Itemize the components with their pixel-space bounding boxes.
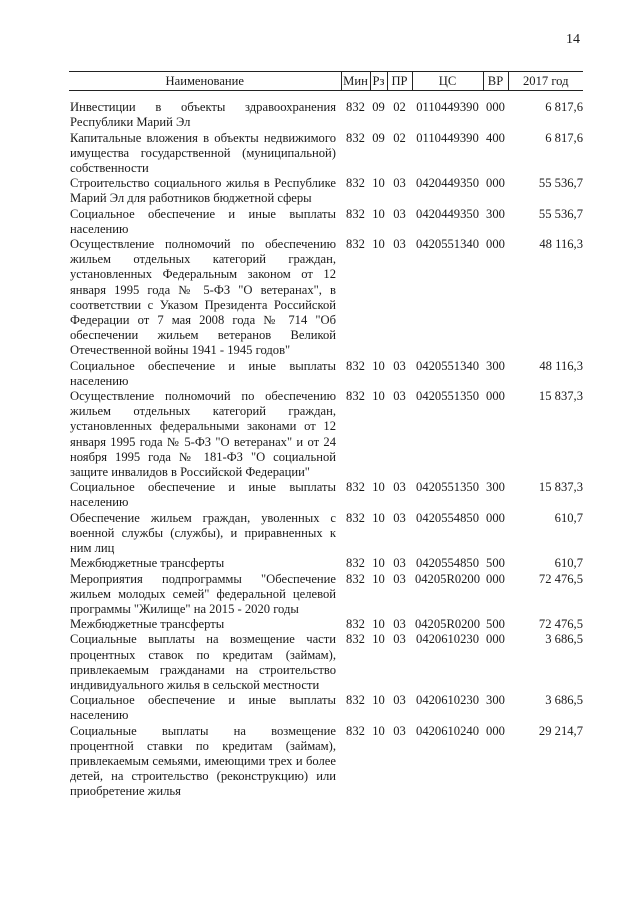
row-vr: 000 [486,723,505,738]
row-rz: 10 [372,237,385,252]
row-pr: 03 [393,389,406,404]
row-min: 832 [346,571,365,586]
row-pr: 03 [393,510,406,525]
row-vr: 000 [486,100,505,115]
row-rz: 09 [372,100,385,115]
row-vr: 000 [486,632,505,647]
table-row [69,176,583,206]
row-min: 832 [346,389,365,404]
row-min: 832 [346,206,365,221]
row-name: Межбюджетные трансферты [70,617,225,632]
row-name: Обеспечение жильем граждан, уволенных с военной службы (службы), и приравненных к ним лиц [70,510,336,556]
row-vr: 000 [486,176,505,191]
col-header-name: Наименование [69,72,341,91]
row-cs: 0420449350 [416,206,479,221]
row-rz: 10 [372,510,385,525]
table-row [69,693,583,723]
row-cs: 0110449390 [416,100,479,115]
row-min: 832 [346,723,365,738]
row-amount: 3 686,5 [545,632,583,647]
table-row [69,91,583,131]
row-amount: 610,7 [554,556,583,571]
row-min: 832 [346,510,365,525]
col-header-pr: ПР [387,72,412,91]
row-rz: 10 [372,571,385,586]
table-row [69,207,583,237]
col-header-vr: ВР [483,72,508,91]
row-cs: 0420610240 [416,723,479,738]
row-amount: 6 817,6 [545,130,583,145]
row-amount: 48 116,3 [539,237,583,252]
table-row [69,131,583,177]
row-vr: 300 [486,206,505,221]
table-row [69,724,583,800]
row-rz: 10 [372,480,385,495]
row-min: 832 [346,617,365,632]
row-cs: 0420551350 [416,389,479,404]
table-body [69,91,583,800]
row-rz: 10 [372,176,385,191]
row-pr: 03 [393,206,406,221]
row-vr: 000 [486,510,505,525]
row-vr: 300 [486,480,505,495]
row-name: Социальное обеспечение и иные выплаты населению [70,693,336,723]
row-name: Социальные выплаты на возмещение части процентных ставок по кредитам (займам), привлекаемым гражданами на строительство индивидуального жилья в сельской местности [70,632,336,692]
row-rz: 10 [372,358,385,373]
row-name: Мероприятия подпрограммы "Обеспечение жильем молодых семей" федеральной целевой программы "Жилище" на 2015 - 2020 годы [70,571,336,616]
row-pr: 03 [393,556,406,571]
row-min: 832 [346,176,365,191]
row-pr: 02 [393,100,406,115]
row-cs: 04205R0200 [414,617,481,632]
row-vr: 000 [486,571,505,586]
table-row [69,359,583,389]
row-cs: 0110449390 [416,130,479,145]
row-amount: 3 686,5 [545,693,583,708]
row-amount: 72 476,5 [538,617,583,632]
row-vr: 000 [486,237,505,252]
row-pr: 03 [393,571,406,586]
row-cs: 0420551340 [416,237,479,252]
row-amount: 15 837,3 [538,389,583,404]
table-row [69,389,583,480]
row-vr: 500 [486,617,505,632]
col-header-rz: Рз [370,72,387,91]
row-pr: 03 [393,237,406,252]
row-name: Социальное обеспечение и иные выплаты населению [70,206,336,236]
row-amount: 55 536,7 [538,206,583,221]
row-name: Осуществление полномочий по обеспечению жильем отдельных категорий граждан, установленных федеральными законами от 12 января 1995 года № 5-ФЗ "О ветеранах" и от 24 ноября 1995 года № 181-ФЗ "О социальной защите инвалидов в Российской Федерации" [70,389,336,480]
row-cs: 0420554850 [416,510,479,525]
row-name: Капитальные вложения в объекты недвижимого имущества государственной (муниципальной) собственности [70,130,336,176]
row-pr: 03 [393,358,406,373]
row-pr: 03 [393,693,406,708]
row-vr: 400 [486,130,505,145]
table-row [69,480,583,510]
row-name: Социальные выплаты на возмещение процентной ставки по кредитам (займам), привлекаемым семьями, имеющими трех и более детей, на строительство (реконструкцию) или приобретение жилья [70,723,336,799]
row-amount: 15 837,3 [538,480,583,495]
row-vr: 300 [486,693,505,708]
row-cs: 0420551340 [416,358,479,373]
row-rz: 10 [372,206,385,221]
row-name: Социальное обеспечение и иные выплаты населению [70,358,336,388]
header-row [69,72,583,91]
row-amount: 48 116,3 [539,358,583,373]
row-name: Межбюджетные трансферты [70,556,225,571]
row-name: Социальное обеспечение и иные выплаты населению [70,480,336,510]
row-min: 832 [346,480,365,495]
row-min: 832 [346,237,365,252]
row-cs: 0420610230 [416,693,479,708]
row-name: Строительство социального жилья в Республике Марий Эл для работников бюджетной сферы [70,176,336,206]
row-cs: 0420551350 [416,480,479,495]
row-rz: 10 [372,723,385,738]
row-name: Инвестиции в объекты здравоохранения Республики Марий Эл [70,100,336,130]
row-rz: 10 [372,632,385,647]
row-amount: 6 817,6 [545,100,583,115]
table-row [69,556,583,571]
row-amount: 29 214,7 [538,723,583,738]
row-min: 832 [346,358,365,373]
row-min: 832 [346,130,365,145]
row-min: 832 [346,100,365,115]
row-name: Осуществление полномочий по обеспечению жильем отдельных категорий граждан, установленных Федеральным законом от 12 января 1995 года № 5-ФЗ "О ветеранах", в соответствии с Указом Президента Российской Федерации от 7 мая 2008 года № 714 "Об обеспечении жильем ветеранов Великой Отечественной войны 1941 - 1945 годов" [70,237,336,358]
col-header-cs: ЦС [412,72,483,91]
col-header-year: 2017 год [508,72,583,91]
row-pr: 03 [393,632,406,647]
row-rz: 10 [372,693,385,708]
table-row [69,511,583,557]
row-amount: 55 536,7 [538,176,583,191]
table-row [69,237,583,359]
row-pr: 03 [393,480,406,495]
col-header-min: Мин [341,72,370,91]
row-cs: 0420449350 [416,176,479,191]
page-number: 14 [566,32,580,47]
row-vr: 300 [486,358,505,373]
row-vr: 500 [486,556,505,571]
row-pr: 03 [393,617,406,632]
row-rz: 10 [372,556,385,571]
row-vr: 000 [486,389,505,404]
budget-table [69,71,583,800]
row-min: 832 [346,632,365,647]
row-rz: 10 [372,617,385,632]
row-rz: 09 [372,130,385,145]
row-rz: 10 [372,389,385,404]
row-pr: 03 [393,723,406,738]
row-pr: 03 [393,176,406,191]
row-cs: 0420610230 [416,632,479,647]
table-row [69,617,583,632]
table-header [69,72,583,91]
row-cs: 04205R0200 [414,571,481,586]
table-row [69,632,583,693]
table-row [69,572,583,618]
row-pr: 02 [393,130,406,145]
row-amount: 610,7 [554,510,583,525]
row-cs: 0420554850 [416,556,479,571]
row-amount: 72 476,5 [538,571,583,586]
row-min: 832 [346,556,365,571]
row-min: 832 [346,693,365,708]
